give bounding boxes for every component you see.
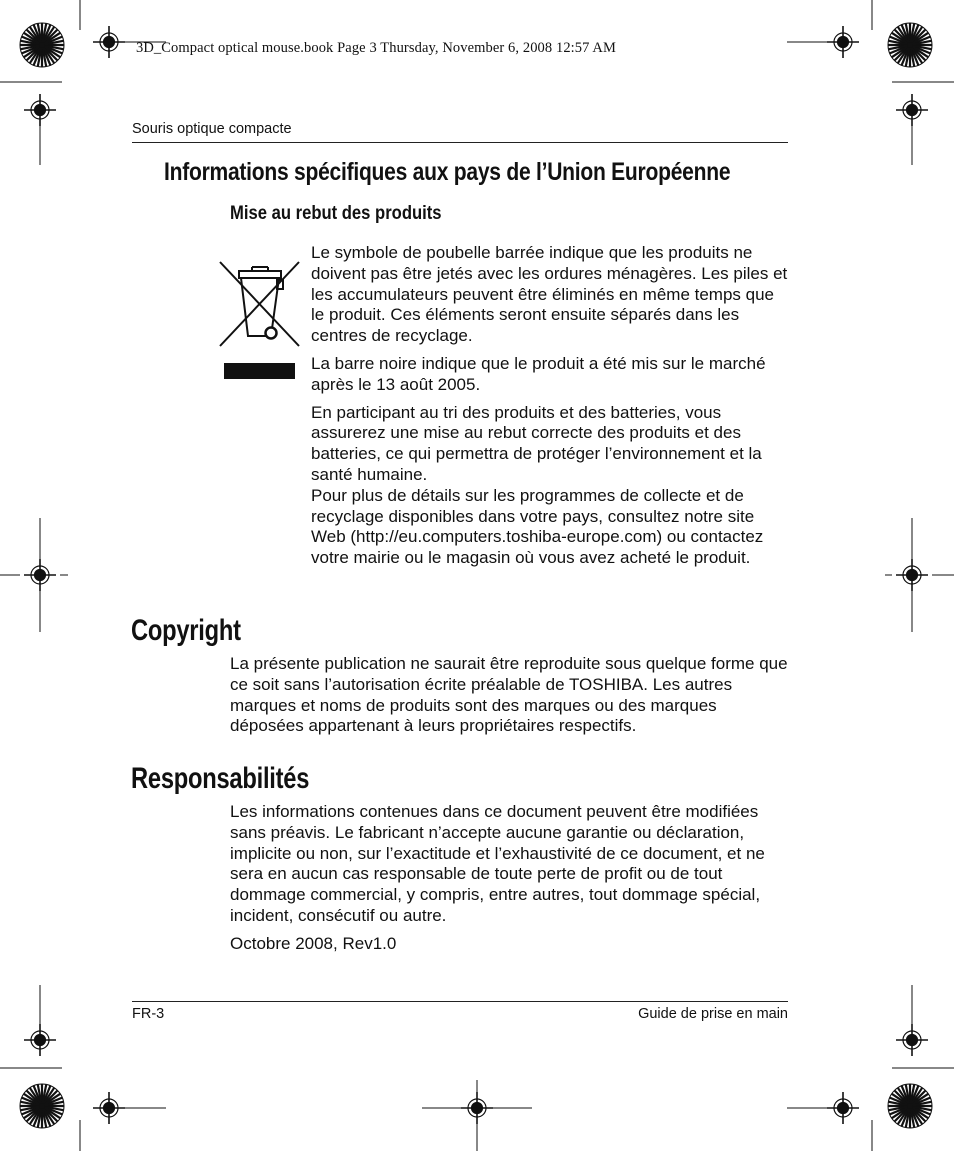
running-header: Souris optique compacte [132, 121, 292, 137]
guide-title: Guide de prise en main [638, 1006, 788, 1022]
section-subtitle-disposal: Mise au rebut des produits [230, 203, 442, 224]
liability-paragraph: Les informations contenues dans ce document peuvent être modifiées sans préavis. Le fabricant n’accepte aucune garantie ou déclaration, implicite ou non, sur l’exactitude et l’exhaustivité de ce document, et ne sera en aucun cas responsable de toute perte de profit ou de tout dommage commercial, y compris, entre autres, tout dommage spécial, incident, consécutif ou autre. [230, 802, 765, 925]
eu-paragraph: Pour plus de détails sur les programmes de collecte et de recyclage disponibles dans votre pays, consultez notre site Web (http://eu.computers.toshiba-europe.com) ou contactez votre mairie ou le magasin où vous avez acheté le produit. [311, 485, 764, 568]
copyright-paragraph: La présente publication ne saurait être reproduite sous quelque forme que ce soit sans l’autorisation écrite préalable de TOSHIBA. Les autres marques et noms de produits sont des marques ou des marques déposées appartenant à leurs propriétaires respectifs. [230, 654, 788, 736]
revision-date: Octobre 2008, Rev1.0 [230, 933, 397, 953]
section-title-copyright: Copyright [131, 614, 241, 647]
eu-paragraph: La barre noire indique que le produit a été mis sur le marché après le 13 août 2005. [311, 353, 766, 394]
print-slug: 3D_Compact optical mouse.book Page 3 Thursday, November 6, 2008 12:57 AM [136, 40, 616, 56]
section-title-eu: Informations spécifiques aux pays de l’Union Européenne [164, 158, 731, 186]
section-title-liability: Responsabilités [131, 762, 310, 795]
eu-paragraph: En participant au tri des produits et des batteries, vous assurerez une mise au rebut correcte des produits et des batteries, ce qui permettra de protéger l’environnement et la santé humaine. [311, 402, 762, 484]
page-number: FR-3 [132, 1006, 165, 1022]
eu-paragraph: Le symbole de poubelle barrée indique que les produits ne doivent pas être jetés avec les ordures ménagères. Les piles et les accumulateurs peuvent être éliminés en même temps que le produit. Ces éléments seront ensuite séparés dans les centres de recyclage. [311, 243, 788, 346]
